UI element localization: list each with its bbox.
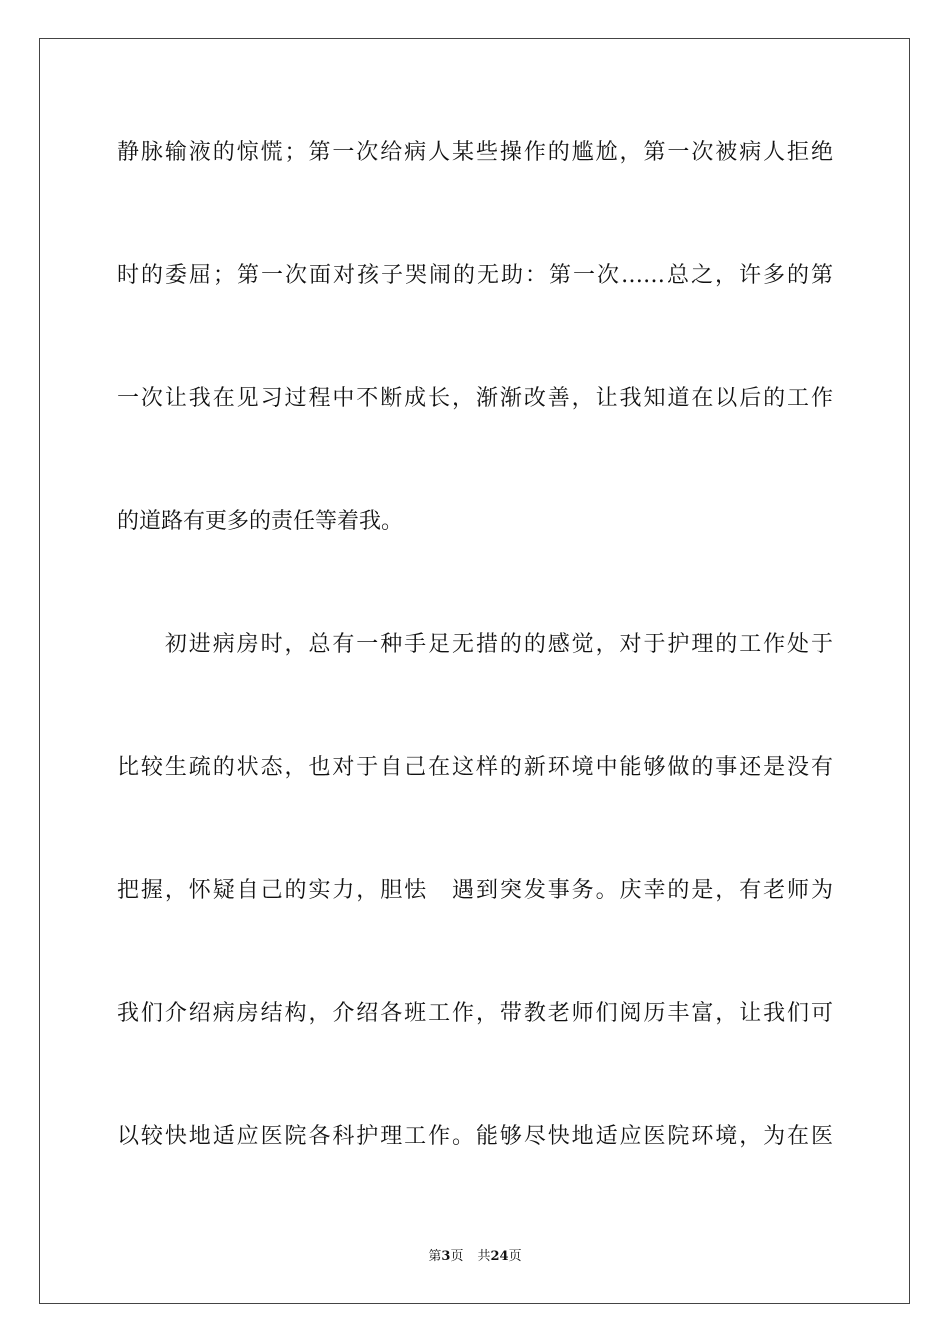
text-line-6: 比较生疏的状态，也对于自己在这样的新环境中能够做的事还是没有 [117,755,833,780]
total-suffix: 页 [508,1249,522,1264]
page-current: 3 [441,1249,451,1264]
page-prefix: 第 [428,1249,442,1264]
total-prefix: 共 [477,1249,491,1264]
page-suffix: 页 [450,1249,464,1264]
page-total: 24 [490,1249,509,1264]
text-line-4: 的道路有更多的责任等着我。 [117,509,404,534]
text-line-3: 一次让我在见习过程中不断成长，渐渐改善，让我知道在以后的工作 [117,386,833,411]
text-line-2: 时的委屈；第一次面对孩子哭闹的无助：第一次……总之，许多的第 [117,263,833,288]
page-border [39,38,910,1304]
page-footer [0,1248,950,1266]
text-line-9: 以较快地适应医院各科护理工作。能够尽快地适应医院环境，为在医 [117,1124,833,1149]
text-line-1: 静脉输液的惊慌；第一次给病人某些操作的尴尬，第一次被病人拒绝 [117,140,833,165]
text-line-7: 把握，怀疑自己的实力，胆怯 遇到突发事务。庆幸的是，有老师为 [117,878,833,903]
text-line-5: 初进病房时，总有一种手足无措的的感觉，对于护理的工作处于 [117,632,833,657]
text-line-8: 我们介绍病房结构，介绍各班工作，带教老师们阅历丰富，让我们可 [117,1001,833,1026]
